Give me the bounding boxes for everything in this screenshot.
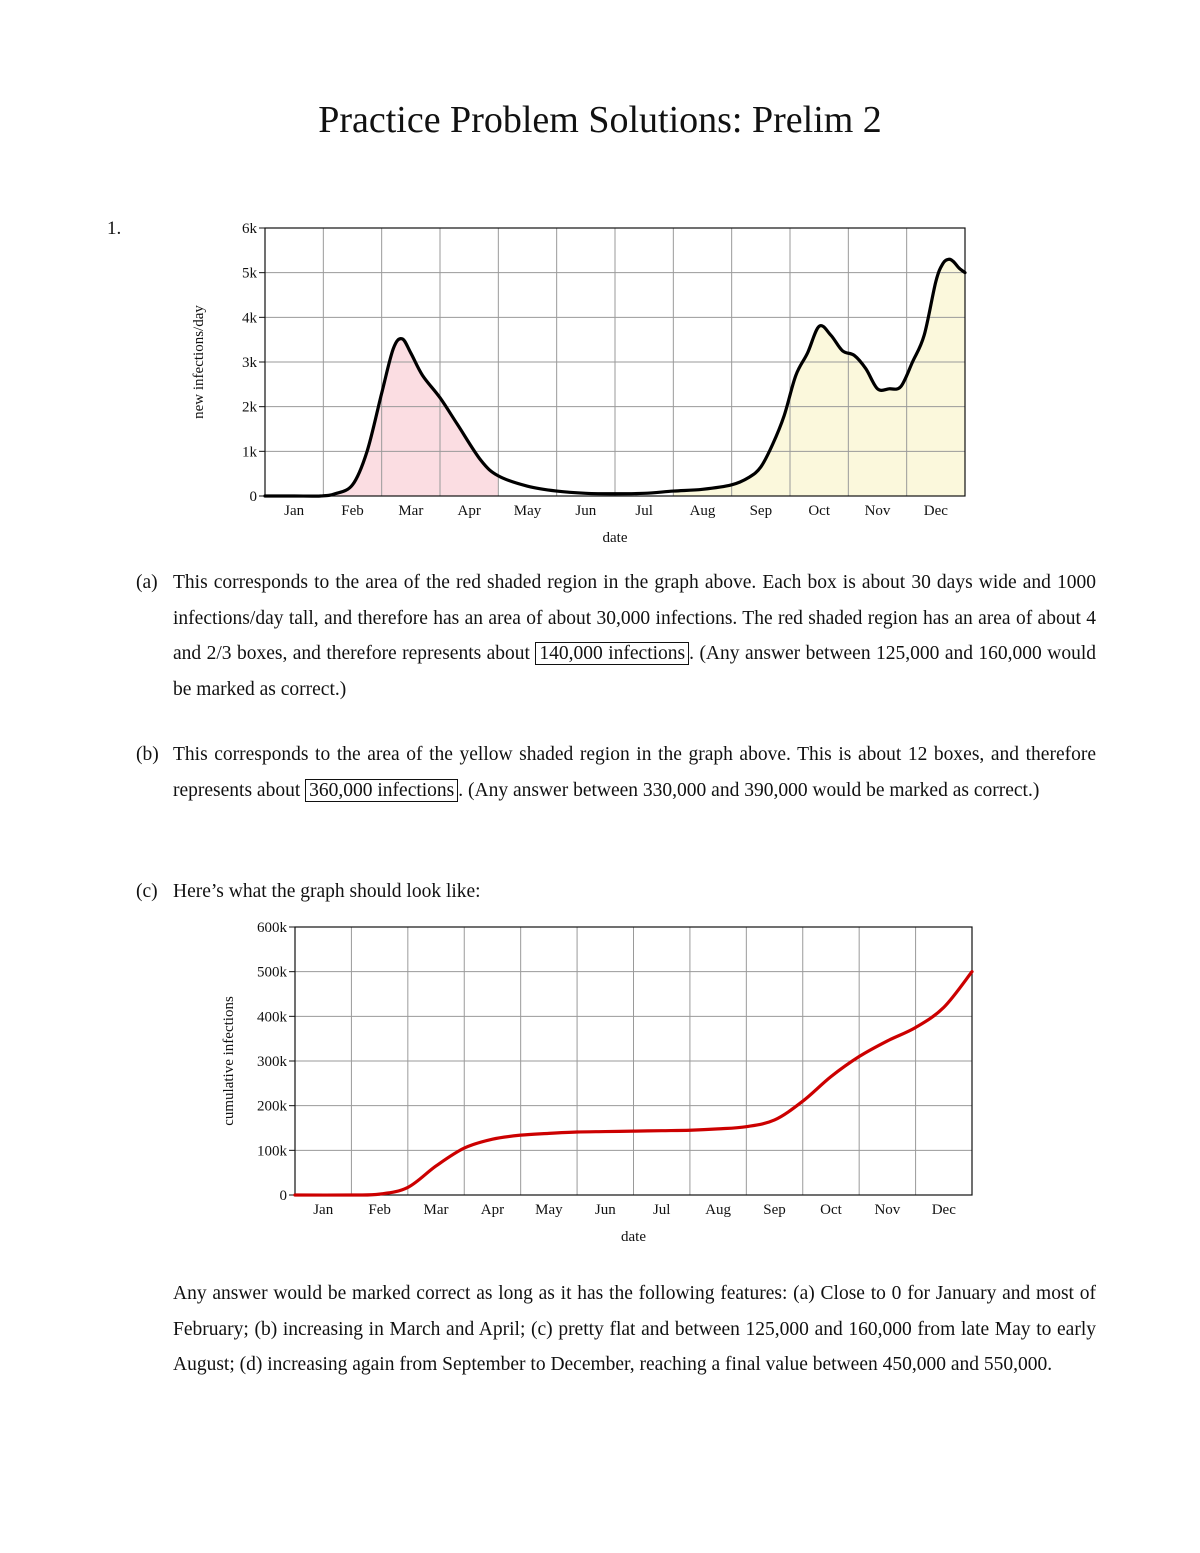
x-tick-label: Sep xyxy=(749,503,773,519)
x-tick-label: Apr xyxy=(457,503,481,519)
part-c xyxy=(136,874,1096,910)
x-tick-label: Dec xyxy=(923,503,948,519)
x-tick-label: Feb xyxy=(341,503,364,519)
part-a-text-1: This corresponds to the area of the red shaded region in the graph above. Each box is about 30 days wide and 1000 infections/day tall, and therefore has an area of about 30,000 infections. The red shaded region has an area of about 4 and 2/3 boxes, and therefore represents about xyxy=(173,572,1096,664)
x-tick-label: Jun xyxy=(594,1202,616,1218)
x-tick-label: Mar xyxy=(398,503,424,519)
x-tick-label: Nov xyxy=(874,1202,901,1218)
x-tick-label: Aug xyxy=(705,1202,732,1218)
x-tick-label: Jul xyxy=(635,503,653,519)
part-a-text xyxy=(173,565,1096,707)
y-axis-label: cumulative infections xyxy=(221,996,237,1126)
y-tick-label: 3k xyxy=(242,355,257,371)
x-tick-label: Mar xyxy=(423,1202,449,1218)
part-b-text-2: . (Any answer between 330,000 and 390,000 would be marked as correct.) xyxy=(458,779,1040,801)
x-tick-label: Oct xyxy=(820,1202,842,1218)
y-tick-label: 2k xyxy=(242,399,257,416)
y-tick-label: 500k xyxy=(257,964,287,981)
part-a-text-2: . (Any answer between 125,000 and 160,000 would be marked as correct.) xyxy=(173,643,1096,700)
part-c-text: Here’s what the graph should look like: xyxy=(173,881,481,902)
shaded-region-b xyxy=(673,259,965,496)
y-tick-label: 400k xyxy=(257,1009,287,1026)
part-a-label: (a) xyxy=(136,572,158,593)
page-title: Practice Problem Solutions: Prelim 2 xyxy=(318,99,882,141)
part-a-answer-box: 140,000 infections xyxy=(535,642,689,665)
x-tick-label: May xyxy=(513,503,542,519)
x-tick-label: May xyxy=(535,1202,563,1218)
y-axis-label: new infections/day xyxy=(191,305,207,419)
y-tick-label: 4k xyxy=(242,310,257,327)
y-tick-label: 100k xyxy=(257,1143,287,1160)
y-tick-label: 600k xyxy=(257,920,287,936)
x-tick-label: Oct xyxy=(808,503,831,519)
x-axis-label: date xyxy=(621,1229,646,1245)
x-tick-label: Jan xyxy=(313,1202,334,1218)
y-tick-label: 300k xyxy=(257,1054,287,1070)
part-c-label: (c) xyxy=(136,881,158,902)
x-tick-label: Apr xyxy=(480,1202,505,1218)
part-b-answer-box: 360,000 infections xyxy=(305,779,458,802)
x-tick-label: Dec xyxy=(931,1202,956,1218)
y-tick-label: 5k xyxy=(242,265,257,282)
cumulative-infections-chart xyxy=(215,915,995,1255)
x-axis-label: date xyxy=(602,530,628,546)
y-tick-label: 1k xyxy=(242,444,257,461)
x-tick-label: Sep xyxy=(763,1202,786,1218)
part-b-text xyxy=(173,737,1096,808)
part-a xyxy=(136,565,1096,707)
y-tick-label: 0 xyxy=(279,1188,287,1204)
x-tick-label: Aug xyxy=(689,503,716,519)
part-b-text-1: This corresponds to the area of the yellow shaded region in the graph above. This is about 12 boxes, and therefore represents about xyxy=(173,744,1096,801)
part-b xyxy=(136,737,1096,808)
part-b-label: (b) xyxy=(136,744,159,765)
x-tick-label: Nov xyxy=(864,503,891,519)
new-infections-chart xyxy=(180,218,980,558)
closing-note: Any answer would be marked correct as long as it has the following features: (a) Close to 0 for January and most of February; (b) increasing in March and April; (c) pretty flat and between 125,000 and 160,000 from late May to early August; (d) increasing again from September to December, reaching a final value between 450,000 and 550,000. xyxy=(173,1283,1096,1375)
x-tick-label: Jul xyxy=(652,1202,671,1218)
x-tick-label: Jun xyxy=(575,503,597,519)
y-tick-label: 6k xyxy=(242,221,257,237)
x-tick-label: Jan xyxy=(284,503,305,519)
x-tick-label: Feb xyxy=(368,1202,391,1218)
y-tick-label: 200k xyxy=(257,1098,287,1115)
y-tick-label: 0 xyxy=(249,489,257,505)
question-number: 1. xyxy=(107,218,122,239)
